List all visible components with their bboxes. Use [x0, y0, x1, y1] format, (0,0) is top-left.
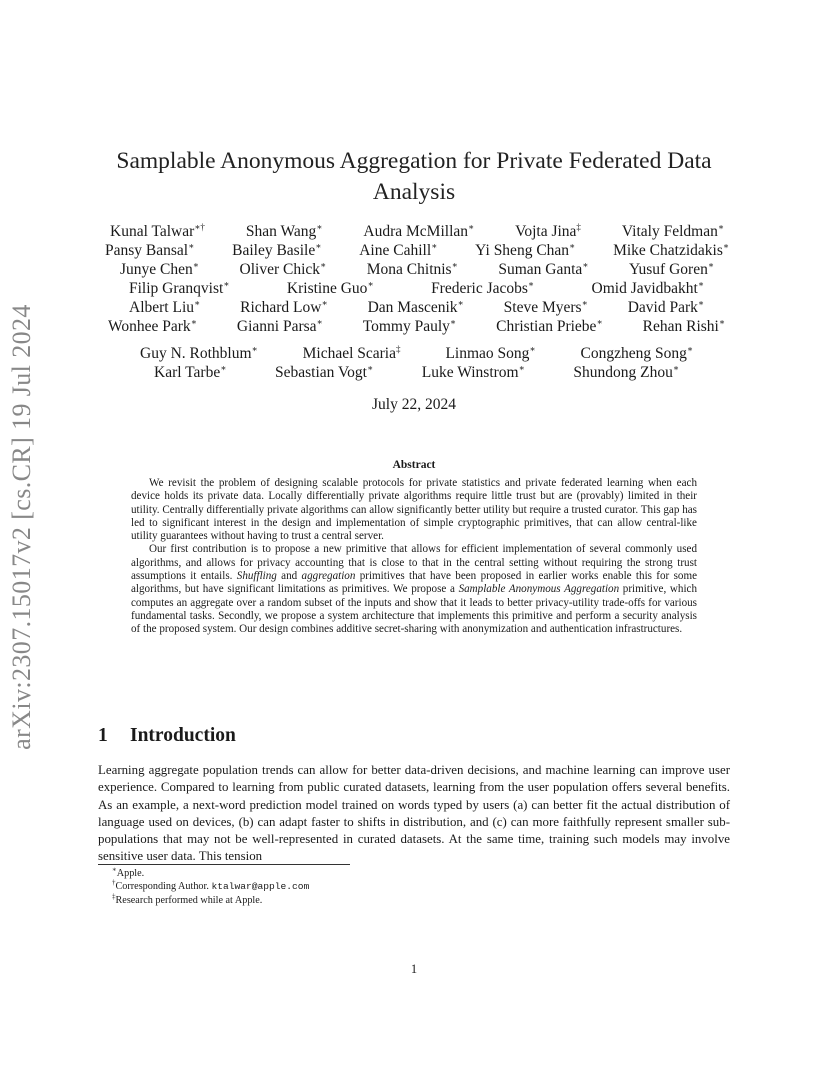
author-name: Mike Chatzidakis∗	[613, 240, 729, 259]
footnotes	[112, 867, 309, 907]
footnote-research-note: ‡Research performed while at Apple.	[112, 892, 263, 906]
author-email-link[interactable]: ktalwar@apple.com	[211, 881, 310, 893]
author-name: Kristine Guo∗	[286, 278, 374, 297]
author-name: Kunal Talwar∗†	[110, 221, 205, 240]
author-name: Karl Tarbe∗	[154, 362, 227, 381]
author-row	[120, 260, 714, 279]
page-number: 1	[410, 962, 418, 976]
author-name: Vojta Jina‡	[515, 221, 581, 240]
author-name: Richard Low∗	[240, 297, 328, 316]
author-row	[105, 241, 729, 260]
author-name: Sebastian Vogt∗	[274, 362, 374, 381]
author-name: Oliver Chick∗	[239, 259, 327, 278]
section-number: 1	[98, 725, 108, 746]
author-name: Shan Wang∗	[245, 221, 323, 240]
author-name: David Park∗	[627, 297, 704, 316]
footnote-rule	[98, 864, 350, 865]
arxiv-identifier-text: arXiv:2307.15017v2 [cs.CR] 19 Jul 2024	[7, 304, 36, 750]
author-row	[129, 279, 704, 298]
author-name: Wonhee Park∗	[108, 316, 197, 335]
footnote-corresponding-author: †Corresponding Author. ktalwar@apple.com	[112, 878, 310, 893]
author-name: Suman Ganta∗	[498, 259, 589, 278]
author-name: Michael Scaria‡	[302, 343, 401, 362]
abstract-body	[131, 477, 697, 637]
author-name: Mona Chitnis∗	[366, 259, 458, 278]
author-name: Rehan Rishi∗	[642, 316, 725, 335]
author-name: Frederic Jacobs∗	[431, 278, 535, 297]
author-name: Shundong Zhou∗	[573, 362, 679, 381]
author-name: Aine Cahill∗	[359, 240, 438, 259]
author-row	[110, 222, 724, 241]
author-name: Gianni Parsa∗	[236, 316, 323, 335]
author-name: Guy N. Rothblum∗	[140, 343, 258, 362]
author-name: Yi Sheng Chan∗	[475, 240, 576, 259]
author-name: Christian Priebe∗	[496, 316, 603, 335]
abstract-heading: Abstract	[392, 459, 436, 471]
author-name: Linmao Song∗	[445, 343, 536, 362]
footnote-apple: ∗Apple.	[112, 865, 145, 879]
abstract-paragraph-1: We revisit the problem of designing scalable protocols for private statistics and private federated learning when each device holds its private data. Locally differentially private algorithms require little trust but are (provably) limited in their utility. Centrally differentially private algorithms can allow significantly better utility but require a trusted curator. This gap has led to significant interest in the design and implementation of simple cryptographic primitives, that can allow central-like utility guarantees without having to trust a central server.	[131, 477, 697, 543]
section-heading-introduction	[98, 725, 236, 747]
author-name: Steve Myers∗	[503, 297, 588, 316]
author-name: Omid Javidbakht∗	[591, 278, 704, 297]
author-name: Yusuf Goren∗	[629, 259, 714, 278]
section-title: Introduction	[130, 725, 236, 746]
abstract-paragraph-2: Our first contribution is to propose a new primitive that allows for efficient implementation of several commonly used algorithms, and allows for privacy accounting that is close to that in the central setting without requiring the strong trust assumptions it entails. Shuffling and aggregation primitives that have been proposed in earlier works enable this for some algorithms, but have significant limitations as primitives. We propose a Samplable Anonymous Aggregation primitive, which computes an aggregate over a random subset of the inputs and show that it leads to better privacy-utility trade-offs for various fundamental tasks. Secondly, we propose a system architecture that implements this primitive and perform a security analysis of the proposed system. Our design combines additive secret-sharing with anonymization and authentication infrastructures.	[131, 543, 698, 636]
author-name: Albert Liu∗	[129, 297, 201, 316]
author-name: Dan Mascenik∗	[367, 297, 464, 316]
introduction-paragraph: Learning aggregate population trends can allow for better data-driven decisions, and machine learning can improve user experience. Compared to learning from public curated datasets, learning from the user population offers several benefits. As an example, a next-word prediction model trained on words typed by users (a) can better fit the actual distribution of language used on devices, (b) can adapt faster to shifts in distribution, and (c) can more faithfully represent smaller sub-populations that may not be well-represented in curated datasets. At the same time, training such models may involve sensitive user data. This tension	[98, 763, 730, 864]
author-row	[108, 317, 725, 336]
author-name: Pansy Bansal∗	[105, 240, 195, 259]
paper-date: July 22, 2024	[372, 396, 456, 413]
author-name: Junye Chen∗	[120, 259, 199, 278]
author-row	[140, 344, 693, 363]
author-name: Filip Granqvist∗	[129, 278, 230, 297]
author-name: Congzheng Song∗	[580, 343, 693, 362]
author-name: Tommy Pauly∗	[362, 316, 457, 335]
paper-title: Samplable Anonymous Aggregation for Private Federated Data Analysis	[116, 148, 712, 205]
author-name: Bailey Basile∗	[232, 240, 322, 259]
author-row	[129, 298, 704, 317]
introduction-body	[98, 762, 730, 866]
author-row	[154, 363, 679, 382]
author-name: Luke Winstrom∗	[421, 362, 525, 381]
author-name: Vitaly Feldman∗	[621, 221, 724, 240]
author-name: Audra McMillan∗	[363, 221, 475, 240]
